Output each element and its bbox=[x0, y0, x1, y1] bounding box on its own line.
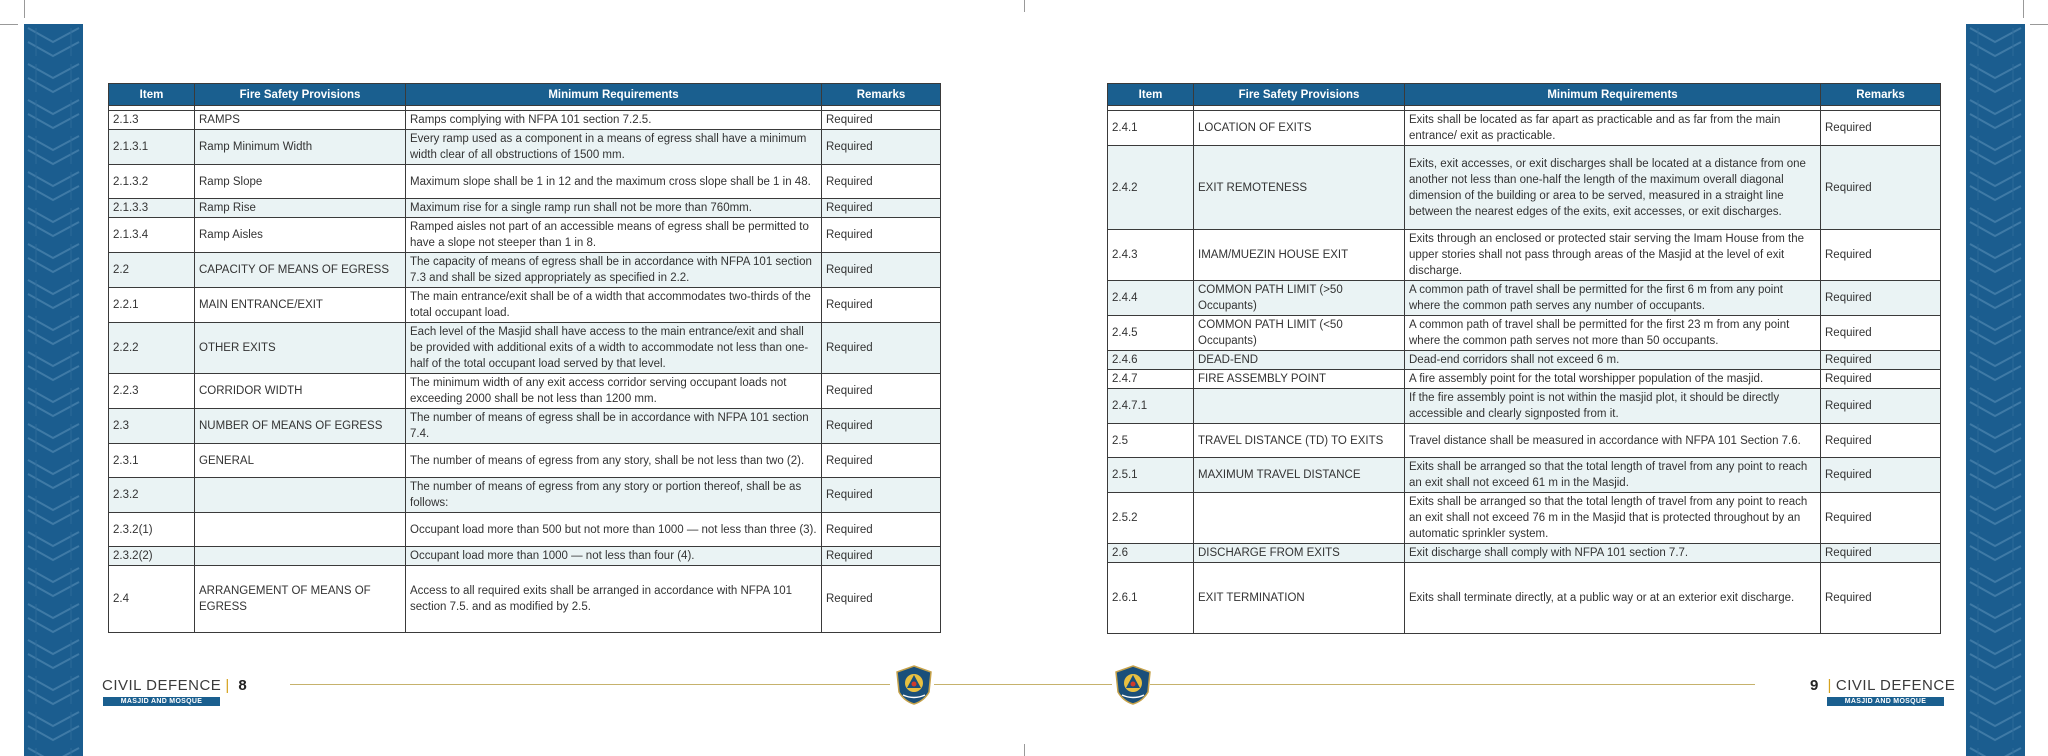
right-table-body bbox=[1108, 106, 1941, 634]
remarks-cell: Required bbox=[822, 566, 941, 633]
provision-cell: Ramp Minimum Width bbox=[195, 130, 406, 165]
provision-cell bbox=[195, 478, 406, 513]
left-pattern-band bbox=[24, 24, 83, 756]
table-row bbox=[1108, 111, 1941, 146]
item-cell: 2.4.4 bbox=[1108, 281, 1194, 316]
footer-rule-left bbox=[290, 684, 890, 685]
provision-cell: COMMON PATH LIMIT (>50 Occupants) bbox=[1194, 281, 1405, 316]
requirement-cell: Maximum rise for a single ramp run shall not be more than 760mm. bbox=[406, 199, 822, 218]
requirement-cell: Every ramp used as a component in a means of egress shall have a minimum width clear of all obstructions of 1500 mm. bbox=[406, 130, 822, 165]
table-row bbox=[109, 111, 941, 130]
requirement-cell: Exit discharge shall comply with NFPA 101 section 7.7. bbox=[1405, 544, 1821, 563]
right-pattern-band bbox=[1966, 24, 2025, 756]
provision-cell bbox=[1194, 389, 1405, 424]
table-row bbox=[109, 566, 941, 633]
remarks-cell: Required bbox=[1821, 544, 1941, 563]
item-cell: 2.6 bbox=[1108, 544, 1194, 563]
header-item: Item bbox=[1108, 84, 1194, 106]
civil-defence-emblem-icon bbox=[893, 664, 935, 706]
provision-cell: IMAM/MUEZIN HOUSE EXIT bbox=[1194, 230, 1405, 281]
brand-name: CIVIL DEFENCE bbox=[102, 677, 222, 694]
table-row bbox=[1108, 370, 1941, 389]
remarks-cell: Required bbox=[822, 374, 941, 409]
remarks-cell: Required bbox=[822, 444, 941, 478]
table-row bbox=[109, 199, 941, 218]
item-cell: 2.3 bbox=[109, 409, 195, 444]
item-cell: 2.1.3.1 bbox=[109, 130, 195, 165]
table-row bbox=[109, 409, 941, 444]
provision-cell: DEAD-END bbox=[1194, 351, 1405, 370]
table-row bbox=[1108, 544, 1941, 563]
remarks-cell: Required bbox=[822, 478, 941, 513]
remarks-cell: Required bbox=[1821, 230, 1941, 281]
page-number: 9 bbox=[1810, 677, 1819, 694]
table-row bbox=[109, 288, 941, 323]
requirement-cell: Exits through an enclosed or protected stair serving the Imam House from the upper stories shall not pass through areas of the Masjid at the level of exit discharge. bbox=[1405, 230, 1821, 281]
brand-name: CIVIL DEFENCE bbox=[1835, 677, 1956, 694]
requirement-cell: The main entrance/exit shall be of a width that accommodates two-thirds of the total occupant load. bbox=[406, 288, 822, 323]
footer-brand-left bbox=[102, 677, 247, 694]
provision-cell bbox=[195, 513, 406, 547]
remarks-cell: Required bbox=[1821, 146, 1941, 230]
provision-cell: TRAVEL DISTANCE (TD) TO EXITS bbox=[1194, 424, 1405, 458]
requirement-cell: Maximum slope shall be 1 in 12 and the maximum cross slope shall be 1 in 48. bbox=[406, 165, 822, 199]
provision-cell: COMMON PATH LIMIT (<50 Occupants) bbox=[1194, 316, 1405, 351]
requirement-cell: Exits shall be arranged so that the total length of travel from any point to reach an exit shall not exceed 61 m in the Masjid. bbox=[1405, 458, 1821, 493]
item-cell: 2.4.7 bbox=[1108, 370, 1194, 389]
table-row bbox=[109, 323, 941, 374]
provision-cell: OTHER EXITS bbox=[195, 323, 406, 374]
remarks-cell: Required bbox=[1821, 389, 1941, 424]
provision-cell: MAIN ENTRANCE/EXIT bbox=[195, 288, 406, 323]
right-requirements-table bbox=[1107, 83, 1941, 634]
requirement-cell: Travel distance shall be measured in accordance with NFPA 101 Section 7.6. bbox=[1405, 424, 1821, 458]
provision-cell: EXIT TERMINATION bbox=[1194, 563, 1405, 634]
provision-cell: EXIT REMOTENESS bbox=[1194, 146, 1405, 230]
crop-mark bbox=[24, 0, 25, 18]
provision-cell: FIRE ASSEMBLY POINT bbox=[1194, 370, 1405, 389]
requirement-cell: Dead-end corridors shall not exceed 6 m. bbox=[1405, 351, 1821, 370]
remarks-cell: Required bbox=[1821, 563, 1941, 634]
provision-cell: Ramp Aisles bbox=[195, 218, 406, 253]
brand-separator: | bbox=[1827, 677, 1832, 694]
table-header-row bbox=[109, 84, 941, 106]
table-row bbox=[1108, 230, 1941, 281]
civil-defence-emblem-icon bbox=[1112, 664, 1154, 706]
table-row bbox=[1108, 458, 1941, 493]
remarks-cell: Required bbox=[822, 513, 941, 547]
item-cell: 2.3.1 bbox=[109, 444, 195, 478]
item-cell: 2.4.7.1 bbox=[1108, 389, 1194, 424]
requirement-cell: Occupant load more than 1000 — not less than four (4). bbox=[406, 547, 822, 566]
footer-rule-center bbox=[934, 684, 1112, 685]
table-row bbox=[109, 444, 941, 478]
table-row bbox=[109, 374, 941, 409]
provision-cell: CORRIDOR WIDTH bbox=[195, 374, 406, 409]
header-provisions: Fire Safety Provisions bbox=[1194, 84, 1405, 106]
crop-mark bbox=[1024, 0, 1025, 12]
requirement-cell: The number of means of egress shall be in accordance with NFPA 101 section 7.4. bbox=[406, 409, 822, 444]
table-row bbox=[109, 547, 941, 566]
provision-cell bbox=[195, 547, 406, 566]
remarks-cell: Required bbox=[822, 165, 941, 199]
footer-rule-right bbox=[1150, 684, 1755, 685]
requirement-cell: If the fire assembly point is not within the masjid plot, it should be directly accessible and clearly signposted from it. bbox=[1405, 389, 1821, 424]
table-row bbox=[1108, 281, 1941, 316]
remarks-cell: Required bbox=[1821, 493, 1941, 544]
remarks-cell: Required bbox=[822, 111, 941, 130]
header-remarks: Remarks bbox=[1821, 84, 1941, 106]
remarks-cell: Required bbox=[822, 288, 941, 323]
item-cell: 2.2.3 bbox=[109, 374, 195, 409]
footer-tag-left: MASJID AND MOSQUE bbox=[103, 697, 220, 706]
requirement-cell: Exits, exit accesses, or exit discharges shall be located at a distance from one another not less than one-half the length of the maximum overall diagonal dimension of the building or area to be served, measured in a straight line between the nearest edges of the exits, exit accesses, or exit discharges. bbox=[1405, 146, 1821, 230]
item-cell: 2.4 bbox=[109, 566, 195, 633]
item-cell: 2.2 bbox=[109, 253, 195, 288]
requirement-cell: Exits shall be arranged so that the total length of travel from any point to reach an exit shall not exceed 76 m in the Masjid that is protected throughout by an automatic sprinkler system. bbox=[1405, 493, 1821, 544]
table-row bbox=[109, 218, 941, 253]
requirement-cell: Exits shall terminate directly, at a public way or at an exterior exit discharge. bbox=[1405, 563, 1821, 634]
table-row bbox=[109, 130, 941, 165]
requirement-cell: Occupant load more than 500 but not more than 1000 — not less than three (3). bbox=[406, 513, 822, 547]
remarks-cell: Required bbox=[1821, 281, 1941, 316]
table-row bbox=[109, 165, 941, 199]
provision-cell: NUMBER OF MEANS OF EGRESS bbox=[195, 409, 406, 444]
provision-cell: RAMPS bbox=[195, 111, 406, 130]
item-cell: 2.2.2 bbox=[109, 323, 195, 374]
item-cell: 2.4.5 bbox=[1108, 316, 1194, 351]
item-cell: 2.3.2(2) bbox=[109, 547, 195, 566]
item-cell: 2.4.6 bbox=[1108, 351, 1194, 370]
remarks-cell: Required bbox=[822, 409, 941, 444]
provision-cell: DISCHARGE FROM EXITS bbox=[1194, 544, 1405, 563]
requirement-cell: Exits shall be located as far apart as practicable and as far from the main entrance/ exit as practicable. bbox=[1405, 111, 1821, 146]
item-cell: 2.2.1 bbox=[109, 288, 195, 323]
table-row bbox=[1108, 389, 1941, 424]
header-provisions: Fire Safety Provisions bbox=[195, 84, 406, 106]
item-cell: 2.5 bbox=[1108, 424, 1194, 458]
left-table-body bbox=[109, 106, 941, 633]
remarks-cell: Required bbox=[1821, 111, 1941, 146]
requirement-cell: Each level of the Masjid shall have access to the main entrance/exit and shall be provided with additional exits of a width to accommodate not less than one-half of the total occupant load served by that level. bbox=[406, 323, 822, 374]
requirement-cell: A fire assembly point for the total worshipper population of the masjid. bbox=[1405, 370, 1821, 389]
header-remarks: Remarks bbox=[822, 84, 941, 106]
remarks-cell: Required bbox=[822, 253, 941, 288]
header-item: Item bbox=[109, 84, 195, 106]
table-header-row bbox=[1108, 84, 1941, 106]
remarks-cell: Required bbox=[1821, 458, 1941, 493]
requirement-cell: A common path of travel shall be permitted for the first 23 m from any point where the common path serves not more than 50 occupants. bbox=[1405, 316, 1821, 351]
table-row bbox=[1108, 316, 1941, 351]
remarks-cell: Required bbox=[1821, 351, 1941, 370]
remarks-cell: Required bbox=[822, 218, 941, 253]
provision-cell bbox=[1194, 493, 1405, 544]
provision-cell: Ramp Rise bbox=[195, 199, 406, 218]
item-cell: 2.3.2(1) bbox=[109, 513, 195, 547]
left-requirements-table bbox=[108, 83, 941, 633]
page-number: 8 bbox=[238, 677, 248, 694]
remarks-cell: Required bbox=[822, 323, 941, 374]
table-row bbox=[109, 478, 941, 513]
item-cell: 2.1.3.2 bbox=[109, 165, 195, 199]
provision-cell: GENERAL bbox=[195, 444, 406, 478]
table-row bbox=[109, 253, 941, 288]
table-row bbox=[1108, 563, 1941, 634]
requirement-cell: Access to all required exits shall be arranged in accordance with NFPA 101 section 7.5. and as modified by 2.5. bbox=[406, 566, 822, 633]
requirement-cell: The capacity of means of egress shall be in accordance with NFPA 101 section 7.3 and shall be sized appropriately as specified in 2.2. bbox=[406, 253, 822, 288]
remarks-cell: Required bbox=[1821, 316, 1941, 351]
table-row bbox=[1108, 146, 1941, 230]
crop-mark bbox=[2030, 24, 2048, 25]
requirement-cell: A common path of travel shall be permitted for the first 6 m from any point where the common path serves any number of occupants. bbox=[1405, 281, 1821, 316]
table-row bbox=[109, 513, 941, 547]
requirement-cell: The number of means of egress from any story, shall be not less than two (2). bbox=[406, 444, 822, 478]
provision-cell: Ramp Slope bbox=[195, 165, 406, 199]
item-cell: 2.3.2 bbox=[109, 478, 195, 513]
table-row bbox=[1108, 493, 1941, 544]
crop-mark bbox=[1024, 744, 1025, 756]
requirement-cell: The minimum width of any exit access corridor serving occupant loads not exceeding 2000 shall be not less than 1200 mm. bbox=[406, 374, 822, 409]
footer-brand-right bbox=[1810, 677, 1955, 694]
footer-tag-right: MASJID AND MOSQUE bbox=[1827, 697, 1944, 706]
crop-mark bbox=[0, 24, 18, 25]
table-row bbox=[1108, 424, 1941, 458]
remarks-cell: Required bbox=[1821, 424, 1941, 458]
remarks-cell: Required bbox=[1821, 370, 1941, 389]
provision-cell: ARRANGEMENT OF MEANS OF EGRESS bbox=[195, 566, 406, 633]
requirement-cell: Ramped aisles not part of an accessible means of egress shall be permitted to have a slope not steeper than 1 in 8. bbox=[406, 218, 822, 253]
provision-cell: CAPACITY OF MEANS OF EGRESS bbox=[195, 253, 406, 288]
brand-separator: | bbox=[225, 677, 230, 694]
remarks-cell: Required bbox=[822, 199, 941, 218]
item-cell: 2.4.2 bbox=[1108, 146, 1194, 230]
item-cell: 2.5.1 bbox=[1108, 458, 1194, 493]
item-cell: 2.5.2 bbox=[1108, 493, 1194, 544]
provision-cell: MAXIMUM TRAVEL DISTANCE bbox=[1194, 458, 1405, 493]
item-cell: 2.4.3 bbox=[1108, 230, 1194, 281]
item-cell: 2.6.1 bbox=[1108, 563, 1194, 634]
remarks-cell: Required bbox=[822, 547, 941, 566]
header-requirements: Minimum Requirements bbox=[1405, 84, 1821, 106]
remarks-cell: Required bbox=[822, 130, 941, 165]
item-cell: 2.1.3 bbox=[109, 111, 195, 130]
crop-mark bbox=[2023, 0, 2024, 18]
requirement-cell: The number of means of egress from any story or portion thereof, shall be as follows: bbox=[406, 478, 822, 513]
table-row bbox=[1108, 351, 1941, 370]
item-cell: 2.1.3.4 bbox=[109, 218, 195, 253]
requirement-cell: Ramps complying with NFPA 101 section 7.2.5. bbox=[406, 111, 822, 130]
item-cell: 2.1.3.3 bbox=[109, 199, 195, 218]
header-requirements: Minimum Requirements bbox=[406, 84, 822, 106]
provision-cell: LOCATION OF EXITS bbox=[1194, 111, 1405, 146]
item-cell: 2.4.1 bbox=[1108, 111, 1194, 146]
